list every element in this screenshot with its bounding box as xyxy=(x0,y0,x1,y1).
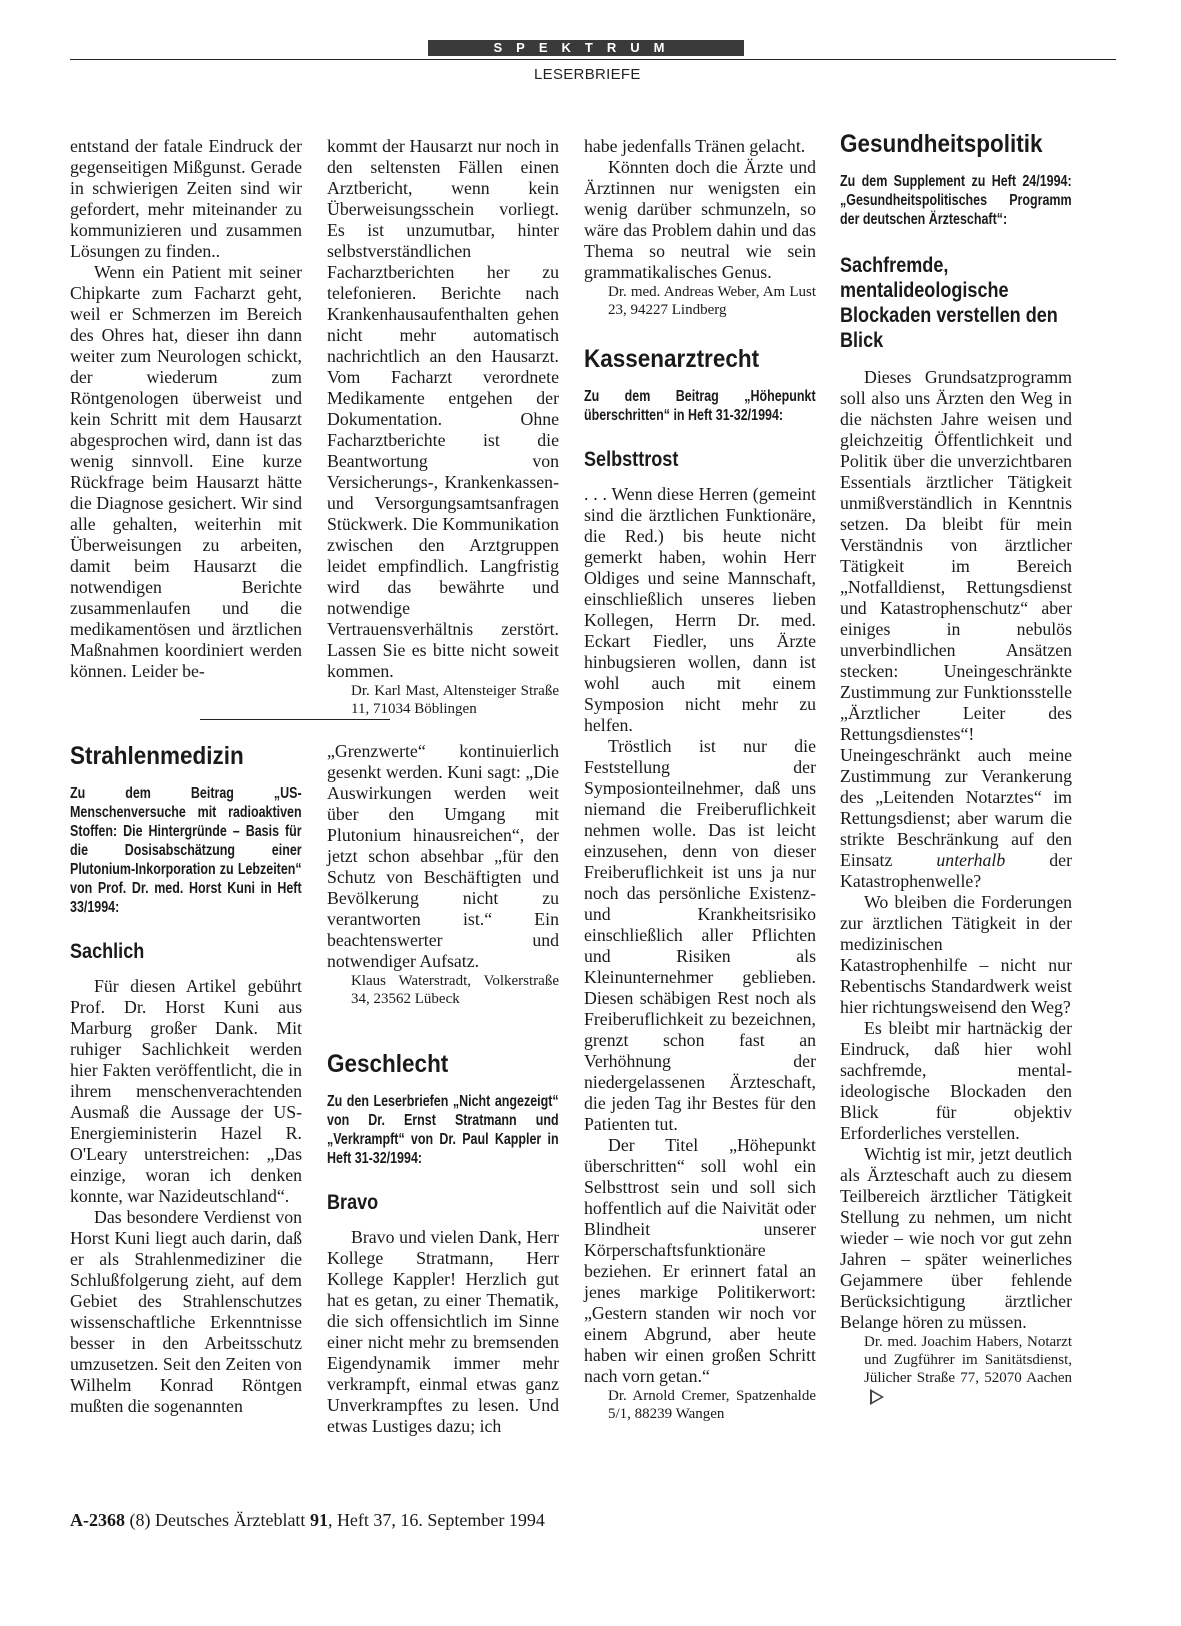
article-intro: Zu dem Beitrag „US-Menschenversuche mit radioaktiven Stoffen: Die Hintergründe – Basis für die Dosisabschätzung einer Plutonium-Inkorporation zu Lebzeiten“ von Prof. Dr. med. Horst Kuni in Heft 33/1994: xyxy=(70,785,302,916)
article-strahlenmedizin xyxy=(70,742,302,1417)
divider xyxy=(200,719,390,720)
column-1-top xyxy=(70,136,302,682)
letter-title: Selbsttrost xyxy=(584,448,679,471)
article-intro: Zu den Leserbriefen „Nicht angezeigt“ von Dr. Ernst Stratmann und „Verkrampft“ von Dr. Paul Kappler in Heft 31-32/1994: xyxy=(327,1093,559,1167)
section-label: LESERBRIEFE xyxy=(534,66,641,83)
paragraph: entstand der fatale Eindruck der gegenseitigen Mißgunst. Gerade in schwierigen Zeiten sind wir gefordert, mehr miteinander zu kommunizieren und zusammen Lösungen zu finden.. xyxy=(70,136,302,261)
volume-number: 91 xyxy=(309,1510,328,1530)
paragraph: Könnten doch die Ärzte und Ärztinnen nur wenigsten ein wenig darüber schmunzeln, so wäre das Problem dahin und das Thema so neutral wie sein grammatikalisches Genus. xyxy=(584,157,816,282)
paragraph: Der Titel „Höhepunkt überschritten“ soll wohl ein Selbsttrost sein und soll sich hoffentlich auf die Naivität oder Blindheit unserer Körperschaftsfunktionäre beziehen. Er erinnert fatal an jenes markige Politikerwort: „Gestern standen wir noch vor einem Abgrund, aber heute haben wir einen großen Schritt nach vorn getan.“ xyxy=(584,1135,816,1386)
section-heading: Gesundheitspolitik xyxy=(840,130,1043,158)
paragraph: kommt der Hausarzt nur noch in den seltensten Fällen einen Arztbericht, wenn kein Überweisungsschein vorliegt. Es ist unzumutbar, hinter selbstverständlichen Facharztberichten her zu telefonieren. Berichte nach Krankenhausaufenthalten gehen nicht mehr automatisch nachrichtlich an den Hausarzt. Vom Facharzt verordnete Medikamente entgehen der Dokumentation. Ohne Facharztberichte ist die Beantwortung von Versicherungs-, Krankenkassen- und Versorgungsamtsanfragen Stückwerk. Die Kommunikation zwischen den Arztgruppen leidet empfindlich. Langfristig wird das bewährte und notwendige Vertrauensverhältnis zerstört. Lassen Sie es bitte nicht soweit kommen. xyxy=(327,136,559,681)
letter-title: Bravo xyxy=(327,1191,379,1214)
paragraph-text: Dieses Grundsatzprogramm soll also uns Ärzten den Weg in die nächsten Jahre weisen und gleichzeitig Öffentlichkeit und Politik über die unverzichtbaren Essentials ärztlicher Tätigkeit unmißverständlich in Kenntnis setzen. Da bleibt für mein Verständnis von ärztlicher Tätigkeit im Bereich „Notfalldienst, Rettungsdienst und Katastrophenschutz“ aber einiges in nebulös unverbindlichen Ansätzen stecken: Uneingeschränkte Zustimmung zur Funktionsstelle „Ärztlicher Leiter des Rettungsdienstes“! Uneingeschränkt auch meine Zustimmung zur Verankerung des „Leitenden Notarztes“ im Rettungsdienst; aber warum die strikte Beschränkung auf den Einsatz xyxy=(840,367,1072,870)
paragraph xyxy=(840,367,1072,892)
emphasis: unterhalb xyxy=(936,850,1006,870)
signature: Dr. med. Andreas Weber, Am Lust 23, 94227 Lindberg xyxy=(608,284,816,318)
header-rule xyxy=(70,59,1116,60)
column-2-top xyxy=(327,136,559,718)
paragraph: Wenn ein Patient mit seiner Chipkarte zum Facharzt geht, weil er Schmerzen im Bereich des Ohres hat, dieser ihn dann weiter zum Neurologen schickt, der wiederum zum Röntgenologen überweist und kein Schritt mit dem Hausarzt abgesprochen wird, dann ist das wenig sinnvoll. Eine kurze Rückfrage beim Hausarzt hätte die Diagnose gesichert. Wir sind alle gehalten, weiterhin mit Überweisungen zu arbeiten, damit beim Hausarzt die notwendigen Berichte zusammenlaufen und die medikamentösen und ärztlichen Maßnahmen koordiniert werden können. Leider be- xyxy=(70,262,302,681)
letter-title: Sachfremde, mentalideologische Blockaden verstellen den Blick xyxy=(840,254,1058,352)
signature: Dr. Karl Mast, Altensteiger Straße 11, 71034 Böblingen xyxy=(351,683,559,717)
section-heading: Geschlecht xyxy=(327,1050,449,1078)
paragraph: Das besondere Verdienst von Horst Kuni liegt auch darin, daß er als Strahlenmediziner die Schlußfolgerung zieht, auf dem Gebiet des Strahlenschutzes wissenschaftliche Erkenntnisse besser in den Arbeitsschutz umzusetzen. Seit den Zeiten von Wilhelm Konrad Röntgen mußten die sogenannten xyxy=(70,1207,302,1416)
signature xyxy=(840,1333,1072,1405)
page-footer xyxy=(70,1510,545,1531)
paragraph: . . . Wenn diese Herren (gemeint sind die ärztlichen Funktionäre, die Red.) bis heute nicht gemerkt haben, wohin Herr Oldiges und seine Mannschaft, einschließlich unseres lieben Kollegen, Herrn Dr. med. Eckart Fiedler, uns Ärzte hinbugsieren wollen, dann ist wohl auch mit einem Symposion nicht mehr zu helfen. xyxy=(584,484,816,735)
article-intro: Zu dem Beitrag „Höhepunkt überschritten“ in Heft 31-32/1994: xyxy=(584,388,816,424)
paragraph: Wo bleiben die Forderungen zur ärztlichen Tätigkeit in der medizinischen Katastrophenhilfe – nicht nur Rebentischs Standardwerk weist hier richtungsweisend den Weg? xyxy=(840,892,1072,1017)
footer-text: , Heft 37, 16. September 1994 xyxy=(327,1510,545,1530)
paragraph: „Grenzwerte“ kontinuierlich gesenkt werden. Kuni sagt: „Die Auswirkungen werden weit über den Umgang mit Plutonium hinausreichen“, der jetzt schon absehbar „für den Schutz von Beschäftigten und Bevölkerung nicht zu verantworten ist.“ Ein beachtenswerter und notwendiger Aufsatz. xyxy=(327,741,559,971)
paragraph: Für diesen Artikel gebührt Prof. Dr. Horst Kuni aus Marburg großer Dank. Mit ruhiger Sachlichkeit werden hier Fakten veröffentlicht, die in ihrem menschenverachtenden Ausmaß die Aussage der US-Energieministerin Hazel R. O'Leary unterstreichen: „Das einzige, woran ich denken konnte, war Nazideutschland“. xyxy=(70,976,302,1206)
signature: Dr. Arnold Cremer, Spatzenhalde 5/1, 88239 Wangen xyxy=(608,1388,816,1422)
section-heading: Kassenarztrecht xyxy=(584,345,760,373)
paragraph: Bravo und vielen Dank, Herr Kollege Stratmann, Herr Kollege Kappler! Herzlich gut hat es getan, zu einer Thematik, die sich offensichtlich im Sinne einer nicht mehr zu bremsenden Eigendynamik immer mehr verkrampft, einmal etwas ganz Unverkrampftes zu lesen. Und etwas Lustiges dazu; ich xyxy=(327,1227,559,1436)
article-intro: Zu dem Supplement zu Heft 24/1994: „Gesundheitspolitisches Programm der deutschen Ärzteschaft“: xyxy=(840,173,1072,228)
signature: Klaus Waterstradt, Volkerstraße 34, 23562 Lübeck xyxy=(351,973,559,1007)
paragraph: Tröstlich ist nur die Feststellung der Symposionteilnehmer, daß uns niemand die Freiberuflichkeit nehmen wolle. Das ist leicht einzusehen, denn von dieser Freiberuflichkeit ist uns ja nur noch das persönliche Existenz- und Krankheitsrisiko einschließlich aller Pflichten und Risiken als Kleinunternehmer geblieben. Diesen schäbigen Rest noch als Freiberuflichkeit zu bezeichnen, grenzt schon fast an Verhöhnung der niedergelassenen Ärzteschaft, die jeden Tag ihr Bestes für den Patienten tut. xyxy=(584,736,816,1134)
footer-text: (8) Deutsches Ärzteblatt xyxy=(129,1510,310,1530)
paragraph: Wichtig ist mir, jetzt deutlich als Ärzteschaft auch zu diesem Teilbereich ärztlicher Tätigkeit Stellung zu nehmen, um nicht wieder – wie noch vor gut zehn Jahren – später weinerliches Gejammere über fehlende Berücksichtigung ärztlicher Belange hören zu müssen. xyxy=(840,1144,1072,1332)
column-4 xyxy=(840,130,1072,1405)
paragraph-text: der Katastrophenwelle? xyxy=(840,850,1072,891)
page-number: A-2368 xyxy=(70,1510,125,1530)
column-2-bottom xyxy=(327,741,559,1437)
signature-text: Dr. med. Joachim Habers, Notarzt und Zugführer im Sanitätsdienst, Jülicher Straße 77, 52070 Aachen xyxy=(864,1334,1072,1386)
column-3 xyxy=(584,136,816,1423)
paragraph: Es bleibt mir hartnäckig der Eindruck, daß hier wohl sachfremde, mental-ideologische Blockaden den Blick für objektiv Erforderliches verstellen. xyxy=(840,1018,1072,1143)
section-heading: Strahlenmedizin xyxy=(70,742,244,770)
arrow-right-icon xyxy=(870,1389,884,1405)
section-band: SPEKTRUM xyxy=(428,40,744,56)
paragraph: habe jedenfalls Tränen gelacht. xyxy=(584,136,806,156)
letter-title: Sachlich xyxy=(70,940,145,963)
